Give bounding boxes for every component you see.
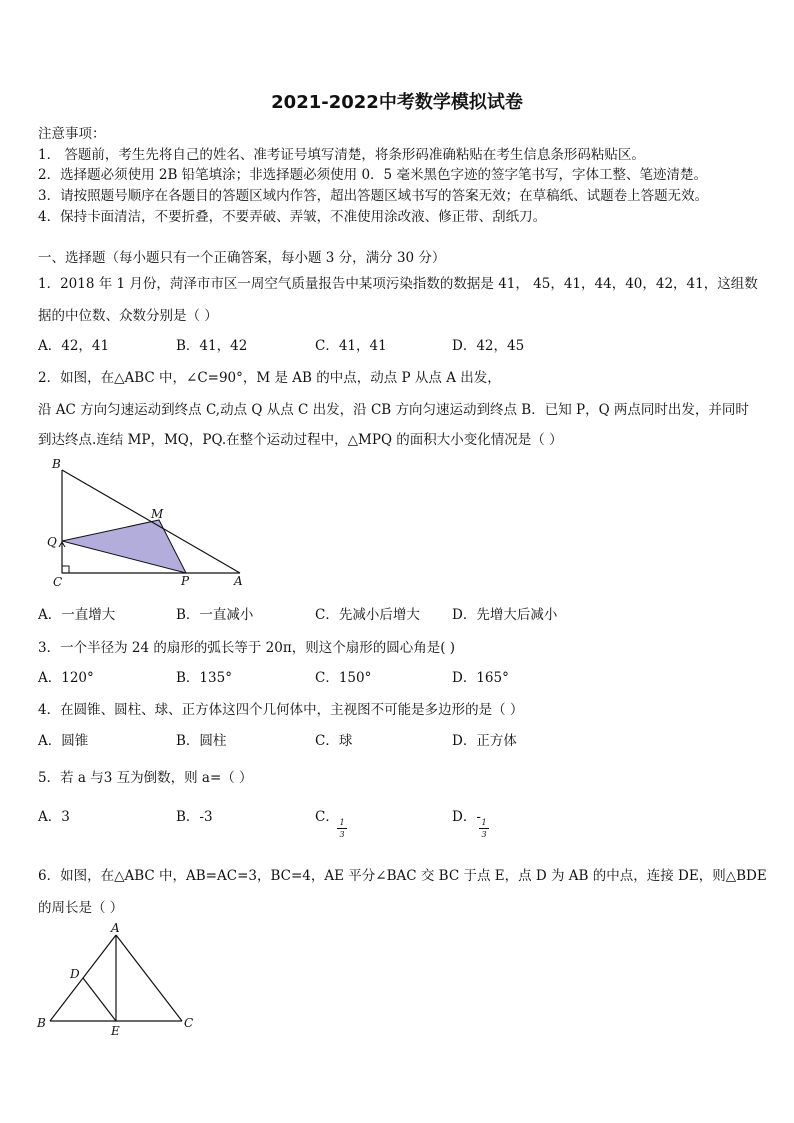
fraction-numerator: 1 <box>339 818 345 827</box>
question-1-text: 据的中位数、众数分别是（ ） <box>38 308 218 324</box>
fraction-one-third <box>479 818 489 839</box>
option-d: D．165° <box>452 670 509 686</box>
option-b: B．41，42 <box>176 338 248 354</box>
question-2-text: 沿 AC 方向匀速运动到终点 C,动点 Q 从点 C 出发，沿 CB 方向匀速运动到终点 B．已知 P，Q 两点同时出发，并同时 <box>38 402 749 418</box>
label-c: C <box>184 1016 194 1030</box>
triangle-figure-mpq <box>40 455 255 590</box>
option-a: A．42，41 <box>38 338 110 354</box>
option-d: D．42，45 <box>452 338 525 354</box>
notice-item: 3．请按照题号顺序在各题目的答题区域内作答，超出答题区域书写的答案无效；在草稿纸、试题卷上答题无效。 <box>38 188 709 204</box>
option-c: C．41，41 <box>315 338 387 354</box>
question-2-text: 到达终点.连结 MP，MQ，PQ.在整个运动过程中，△MPQ 的面积大小变化情况是（ ） <box>38 432 563 448</box>
label-d: D <box>70 967 80 981</box>
triangle-figure-bde <box>34 920 199 1038</box>
label-a: A <box>234 574 243 588</box>
option-d: D．先增大后减小 <box>452 607 558 623</box>
option-b: B．-3 <box>176 809 213 825</box>
page-title: 2021-2022中考数学模拟试卷 <box>271 92 523 113</box>
notice-item: 2．选择题必须使用 2B 铅笔填涂；非选择题必须使用 0．5 毫米黑色字迹的签字笔书写，字体工整、笔迹清楚。 <box>38 167 707 183</box>
question-1-text: 1．2018 年 1 月份，菏泽市市区一周空气质量报告中某项污染指数的数据是 41， 45，41，44，40，42，41，这组数 <box>38 276 758 292</box>
option-c: C． <box>315 809 339 825</box>
question-3-text: 3．一个半径为 24 的扇形的弧长等于 20π，则这个扇形的圆心角是( ) <box>38 640 456 656</box>
fraction-one-third <box>337 818 347 839</box>
label-p: P <box>181 574 190 588</box>
label-e: E <box>111 1024 120 1038</box>
right-angle-mark <box>62 566 69 573</box>
question-5-text: 5．若 a 与3 互为倒数，则 a=（ ） <box>38 770 253 786</box>
option-d: D．- <box>452 809 481 825</box>
section-heading: 一、选择题（每小题只有一个正确答案，每小题 3 分，满分 30 分） <box>38 250 446 266</box>
label-q: Q <box>47 535 57 549</box>
question-4-text: 4．在圆锥、圆柱、球、正方体这四个几何体中，主视图不可能是多边形的是（ ） <box>38 702 524 718</box>
shaded-triangle-mpq <box>62 520 186 573</box>
option-a: A．圆锥 <box>38 733 89 749</box>
fraction-denominator: 3 <box>339 830 345 839</box>
option-a: A．一直增大 <box>38 607 116 623</box>
option-b: B．圆柱 <box>176 733 227 749</box>
fraction-numerator: 1 <box>481 818 487 827</box>
question-2-text: 2．如图，在△ABC 中，∠C=90°，M 是 AB 的中点，动点 P 从点 A 出发， <box>38 370 501 386</box>
label-m: M <box>151 507 164 521</box>
option-d: D．正方体 <box>452 733 517 749</box>
option-c: C．150° <box>315 670 372 686</box>
notice-heading: 注意事项： <box>38 126 106 142</box>
label-a: A <box>111 921 120 935</box>
label-b: B <box>37 1016 46 1030</box>
option-b: B．一直减小 <box>176 607 254 623</box>
option-a: A．120° <box>38 670 94 686</box>
notice-item: 4．保持卡面清洁，不要折叠，不要弄破、弄皱，不准使用涂改液、修正带、刮纸刀。 <box>38 209 547 225</box>
question-6-text: 的周长是（ ） <box>38 900 124 916</box>
fraction-denominator: 3 <box>481 830 487 839</box>
label-b: B <box>52 457 61 471</box>
option-b: B．135° <box>176 670 232 686</box>
option-c: C．先减小后增大 <box>315 607 420 623</box>
label-c: C <box>53 575 63 589</box>
option-a: A．3 <box>38 809 70 825</box>
segment-ac <box>116 935 182 1021</box>
question-6-text: 6．如图，在△ABC 中，AB=AC=3，BC=4，AE 平分∠BAC 交 BC 于点 E，点 D 为 AB 的中点，连接 DE，则△BDE <box>38 868 767 884</box>
notice-item: 1． 答题前，考生先将自己的姓名、准考证号填写清楚，将条形码准确粘贴在考生信息条形码粘贴区。 <box>38 147 645 163</box>
segment-de <box>83 978 116 1021</box>
option-c: C．球 <box>315 733 353 749</box>
